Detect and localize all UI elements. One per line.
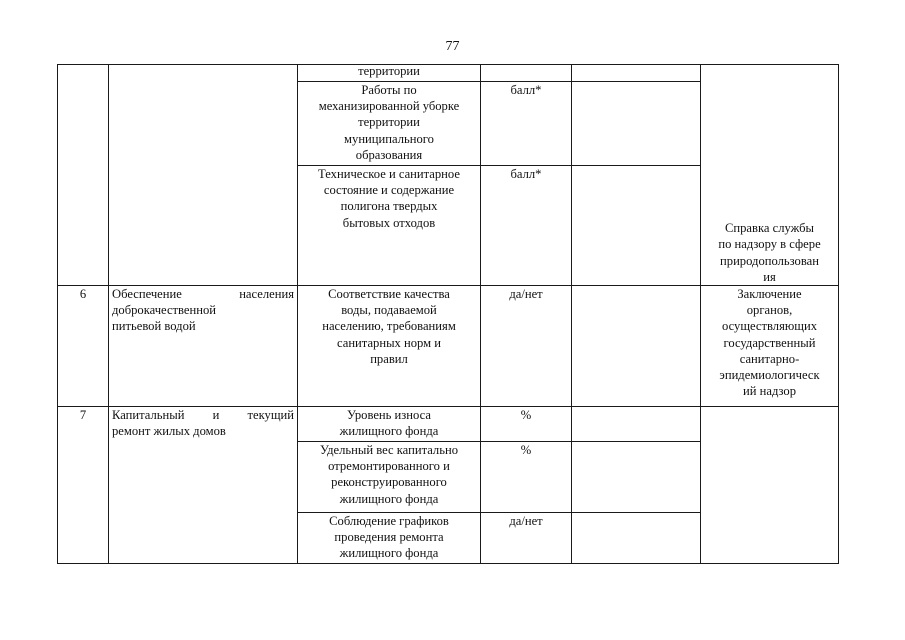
indicator-cell: Удельный вес капитально отремонтированного и реконструированного жилищного фонда (298, 442, 481, 513)
table-row (58, 407, 839, 442)
unit-cell (481, 65, 572, 82)
source-cell: Справка службы по надзору в сфере природопользован ия (701, 65, 839, 286)
indicator-cell: Соблюдение графиков проведения ремонта жилищного фонда (298, 513, 481, 564)
value-cell (572, 166, 701, 286)
indicator-cell: территории (298, 65, 481, 82)
number-cell (58, 65, 109, 286)
unit-cell: % (481, 407, 572, 442)
value-cell (572, 513, 701, 564)
value-cell (572, 82, 701, 166)
number-cell: 6 (58, 286, 109, 407)
page-number: 77 (445, 39, 460, 54)
number-cell: 7 (58, 407, 109, 564)
name-cell: Обеспечение населения доброкачественной питьевой водой (109, 286, 298, 407)
unit-cell: балл* (481, 82, 572, 166)
unit-cell: да/нет (481, 286, 572, 407)
source-cell (701, 407, 839, 564)
value-cell (572, 407, 701, 442)
indicator-cell: Соответствие качества воды, подаваемой населению, требованиям санитарных норм и правил (298, 286, 481, 407)
unit-cell: % (481, 442, 572, 513)
source-cell: Заключение органов, осуществляющих государственный санитарно- эпидемиологическ ий надзор (701, 286, 839, 407)
unit-cell: да/нет (481, 513, 572, 564)
value-cell (572, 286, 701, 407)
indicator-cell: Работы по механизированной уборке территории муниципального образования (298, 82, 481, 166)
value-cell (572, 442, 701, 513)
value-cell (572, 65, 701, 82)
table-row (58, 65, 839, 82)
table-row (58, 286, 839, 407)
indicator-cell: Уровень износа жилищного фонда (298, 407, 481, 442)
unit-cell: балл* (481, 166, 572, 286)
name-cell: Капитальный и текущий ремонт жилых домов (109, 407, 298, 564)
name-cell (109, 65, 298, 286)
indicators-table (57, 64, 839, 564)
indicator-cell: Техническое и санитарное состояние и содержание полигона твердых бытовых отходов (298, 166, 481, 286)
